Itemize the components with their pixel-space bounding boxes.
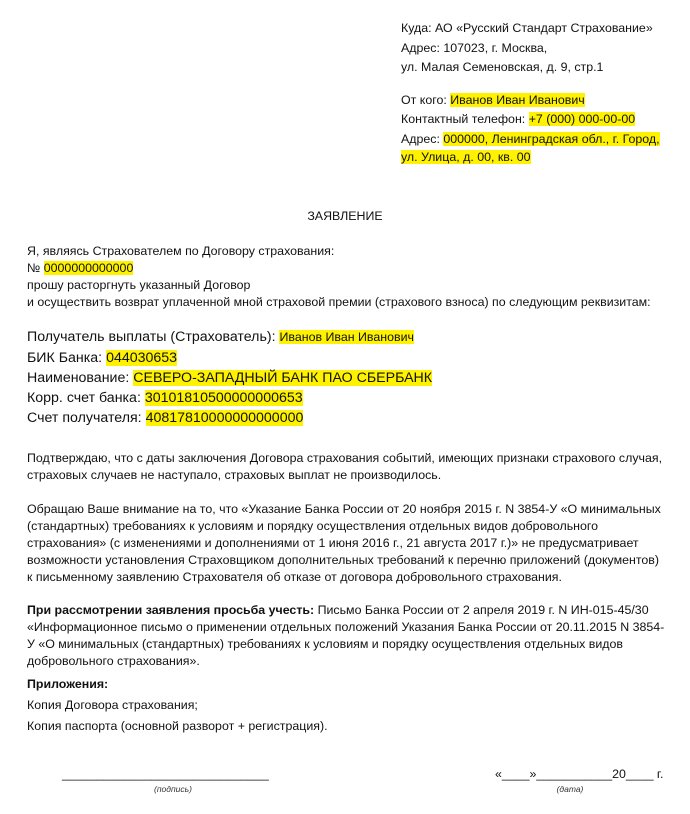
bik-label: БИК Банка: bbox=[27, 350, 103, 366]
intro-line1: Я, являясь Страхователем по Договору страхования: bbox=[27, 244, 335, 258]
from-address-value2: ул. Улица, д. 00, кв. 00 bbox=[401, 150, 531, 164]
date-caption: (дата) bbox=[556, 784, 584, 794]
sender-address-line2 bbox=[401, 149, 531, 166]
from-address-label: Адрес: bbox=[401, 132, 440, 146]
signature-line: ______________________________ bbox=[62, 767, 269, 781]
phone-label: Контактный телефон: bbox=[401, 112, 526, 126]
attention-line3: страхования» (с изменениями и дополнениями от 1 июня 2016 г., 21 августа 2017 г.)» не предусматривает bbox=[27, 536, 639, 550]
from-address-value1: 000000, Ленинградская обл., г. Город, bbox=[443, 132, 660, 146]
request-line4: добровольного страхования». bbox=[27, 654, 200, 668]
intro-line3: прошу расторгнуть указанный Договор bbox=[27, 278, 251, 292]
corr-account-line bbox=[27, 388, 303, 408]
from-value: Иванов Иван Иванович bbox=[450, 93, 585, 107]
bank-name-line bbox=[27, 368, 432, 388]
phone-line bbox=[401, 111, 635, 128]
confirm-line2: страховых случаев не наступало, страховых выплат не производилось. bbox=[27, 468, 442, 482]
contract-number-line bbox=[27, 260, 133, 277]
bank-name-label: Наименование: bbox=[27, 370, 130, 386]
request-line1 bbox=[27, 602, 649, 619]
request-line2: «Информационное письмо о применении отдельных положений Указания Банка России от 20.11.2015 N 3854- bbox=[27, 620, 665, 634]
attachment-item-2: Копия паспорта (основной разворот + регистрация). bbox=[27, 719, 328, 733]
attachments-title: Приложения: bbox=[27, 677, 109, 691]
from-label: От кого: bbox=[401, 93, 447, 107]
attention-line2: (стандартных) требованиях к условиям и порядку осуществления отдельных видов добровольного bbox=[27, 519, 599, 533]
attention-line1: Обращаю Ваше внимание на то, что «Указание Банка России от 20 ноября 2015 г. N 3854-У «О минимальных bbox=[27, 502, 661, 516]
recipient-label: Получатель выплаты (Страхователь): bbox=[27, 329, 276, 345]
attention-line4: возможности установления Страховщиком дополнительных требований к перечню приложений (документов) bbox=[27, 553, 659, 567]
bik-line bbox=[27, 348, 177, 368]
contract-number-value: 0000000000000 bbox=[43, 261, 134, 275]
sender-address-line1 bbox=[401, 131, 660, 148]
to-label: Куда: bbox=[401, 21, 432, 35]
recipient-account-value: 40817810000000000000 bbox=[145, 410, 304, 426]
recipient-value: Иванов Иван Иванович bbox=[279, 330, 414, 344]
phone-value: +7 (000) 000-00-00 bbox=[528, 112, 636, 126]
recipient-account-line bbox=[27, 408, 303, 428]
corr-account-value: 30101810500000000653 bbox=[144, 390, 303, 406]
addressee-address-line2: ул. Малая Семеновская, д. 9, стр.1 bbox=[401, 60, 604, 74]
confirm-line1: Подтверждаю, что с даты заключения Договора страхования событий, имеющих признаки страхового случая, bbox=[27, 451, 663, 465]
request-line3: У «О минимальных (стандартных) требованиях к условиям и порядку осуществления отдельных видов bbox=[27, 637, 623, 651]
addressee-line bbox=[401, 20, 653, 37]
sender-line bbox=[401, 92, 585, 109]
signature-caption: (подпись) bbox=[154, 784, 192, 794]
intro-line4: и осуществить возврат уплаченной мной страховой премии (страхового взноса) по следующим реквизитам: bbox=[27, 295, 651, 309]
addressee-address-line1: Адрес: 107023, г. Москва, bbox=[401, 41, 548, 55]
request-line1-rest: Письмо Банка России от 2 апреля 2019 г. N ИН-015-45/30 bbox=[314, 603, 649, 617]
bank-name-value: СЕВЕРО-ЗАПАДНЫЙ БАНК ПАО СБЕРБАНК bbox=[133, 370, 433, 386]
bik-value: 044030653 bbox=[106, 350, 178, 366]
attachment-item-1: Копия Договора страхования; bbox=[27, 698, 198, 712]
to-value: АО «Русский Стандарт Страхование» bbox=[435, 21, 653, 35]
contract-number-label: № bbox=[27, 261, 41, 275]
date-line: «____»___________20____ г. bbox=[495, 767, 664, 781]
request-bold-lead: При рассмотрении заявления просьба учесть: bbox=[27, 603, 315, 617]
recipient-line bbox=[27, 327, 414, 347]
recipient-account-label: Счет получателя: bbox=[27, 410, 142, 426]
document-title: ЗАЯВЛЕНИЕ bbox=[307, 209, 383, 223]
corr-account-label: Корр. счет банка: bbox=[27, 390, 141, 406]
attention-line5: к письменному заявлению Страхователя об отказе от договора добровольного страхования. bbox=[27, 570, 562, 584]
